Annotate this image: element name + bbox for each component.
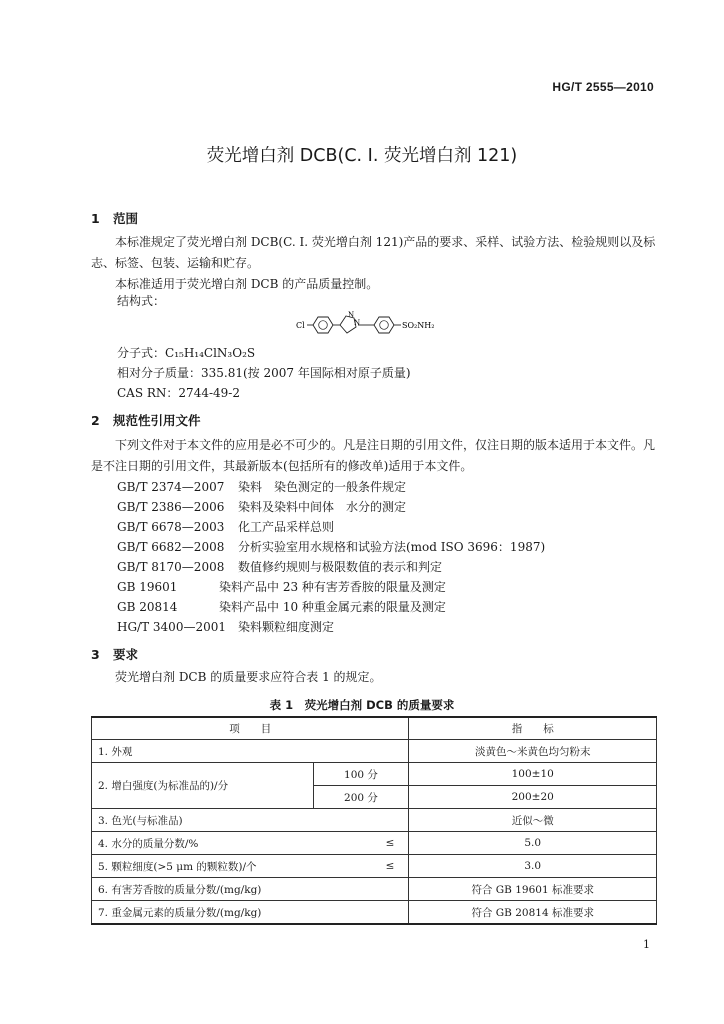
- requirements-paragraph: 荧光增白剂 DCB 的质量要求应符合表 1 的规定。: [115, 670, 382, 684]
- reference-title: 染料颗粒细度测定: [238, 620, 335, 634]
- reference-title: 分析实验室用水规格和试验方法(mod ISO 3696：1987): [238, 540, 546, 554]
- standard-code: HG/T 2555—2010: [552, 80, 654, 94]
- row-value: 5.0: [409, 832, 657, 855]
- table-row: [92, 763, 657, 786]
- row-value: 200±20: [409, 786, 657, 809]
- header-item: 项 目: [92, 717, 409, 740]
- mass-value: 335.81(按 2007 年国际相对原子质量): [201, 366, 411, 380]
- reference-code: GB/T 8170—2008: [117, 560, 225, 574]
- cas-label: CAS RN：: [117, 386, 179, 400]
- references-intro: 下列文件对于本文件的应用是必不可少的。凡是注日期的引用文件，仅注日期的版本适用于本文件。凡是不注日期的引用文件，其最新版本(包括所有的修改单)适用于本文件。: [91, 438, 656, 473]
- table-row: [92, 740, 657, 763]
- row-value: 符合 GB 20814 标准要求: [409, 901, 657, 925]
- table-header-row: [92, 717, 657, 740]
- structure-label: 结构式：: [117, 294, 166, 308]
- reference-title: 染料产品中 10 种重金属元素的限量及测定: [219, 600, 446, 614]
- scope-applicability: 本标准适用于荧光增白剂 DCB 的产品质量控制。: [115, 277, 379, 291]
- cas-number: [117, 384, 240, 401]
- reference-code: GB 20814: [117, 600, 178, 614]
- row-value: 近似～微: [409, 809, 657, 832]
- reference-item: [117, 578, 446, 595]
- molecular-formula: [117, 344, 255, 361]
- row-symbol: ≤: [313, 832, 409, 855]
- row-label: 3. 色光(与标准品): [92, 809, 409, 832]
- section-2-heading: [91, 411, 201, 429]
- table-row: [92, 878, 657, 901]
- row-label: 6. 有害芳香胺的质量分数/(mg/kg): [92, 878, 409, 901]
- row-sublabel: 200 分: [313, 786, 409, 809]
- row-label: 4. 水分的质量分数/%: [92, 832, 314, 855]
- section-3-number: 3: [91, 647, 100, 662]
- reference-code: GB/T 2386—2006: [117, 500, 225, 514]
- benzene-ring-right: [374, 317, 394, 333]
- section-1-title: 范围: [113, 211, 139, 226]
- table-row: [92, 855, 657, 878]
- table-row: [92, 809, 657, 832]
- row-label: 1. 外观: [92, 740, 409, 763]
- reference-title: 染料 染色测定的一般条件规定: [238, 480, 407, 494]
- page-number: 1: [643, 938, 650, 951]
- reference-item: [117, 558, 442, 575]
- row-value: 淡黄色～米黄色均匀粉末: [409, 740, 657, 763]
- row-value: 100±10: [409, 763, 657, 786]
- section-1-number: 1: [91, 211, 100, 226]
- section-2-title: 规范性引用文件: [113, 413, 201, 428]
- table-row: [92, 832, 657, 855]
- formula-label: 分子式：: [117, 346, 166, 360]
- row-value: 3.0: [409, 855, 657, 878]
- row-label: 7. 重金属元素的质量分数/(mg/kg): [92, 901, 409, 925]
- header-index: 指 标: [409, 717, 657, 740]
- table-caption: 表 1 荧光增白剂 DCB 的质量要求: [269, 698, 455, 712]
- reference-title: 染料及染料中间体 水分的测定: [238, 500, 407, 514]
- row-label: 2. 增白强度(为标准品的)/分: [92, 763, 314, 809]
- reference-item: [117, 618, 334, 635]
- reference-title: 化工产品采样总则: [238, 520, 335, 534]
- scope-paragraph: 本标准规定了荧光增白剂 DCB(C. I. 荧光增白剂 121)产品的要求、采样、试验方法、检验规则以及标志、标签、包装、运输和贮存。: [91, 235, 656, 270]
- structure-cl-label: Cl: [296, 321, 305, 330]
- mass-label: 相对分子质量：: [117, 366, 202, 380]
- reference-code: GB/T 6678—2003: [117, 520, 225, 534]
- benzene-ring-left: [313, 317, 333, 333]
- reference-item: [117, 598, 446, 615]
- formula-value: C₁₅H₁₄ClN₃O₂S: [165, 346, 256, 360]
- table-row: [92, 901, 657, 925]
- row-symbol: ≤: [313, 855, 409, 878]
- structure-so2nh2-label: SO₂NH₂: [402, 321, 435, 330]
- row-label: 5. 颗粒细度(>5 μm 的颗粒数)/个: [92, 855, 314, 878]
- quality-requirements-table: [91, 716, 657, 925]
- row-sublabel: 100 分: [313, 763, 409, 786]
- section-2-number: 2: [91, 413, 100, 428]
- reference-item: [117, 518, 334, 535]
- row-value: 符合 GB 19601 标准要求: [409, 878, 657, 901]
- reference-title: 染料产品中 23 种有害芳香胺的限量及测定: [219, 580, 446, 594]
- section-3-heading: [91, 645, 138, 663]
- section-1-heading: [91, 209, 138, 227]
- reference-title: 数值修约规则与极限数值的表示和判定: [238, 560, 443, 574]
- page-title: 荧光增白剂 DCB(C. I. 荧光增白剂 121): [206, 146, 518, 166]
- molecular-mass: [117, 364, 411, 381]
- structural-formula: [296, 311, 466, 337]
- reference-code: GB 19601: [117, 580, 178, 594]
- structure-n2: N: [354, 319, 361, 327]
- structure-n1: N: [348, 311, 355, 319]
- cas-value: 2744-49-2: [178, 386, 240, 400]
- reference-item: [117, 538, 545, 555]
- reference-item: [117, 478, 406, 495]
- reference-code: GB/T 2374—2007: [117, 480, 225, 494]
- reference-code: HG/T 3400—2001: [117, 620, 226, 634]
- reference-code: GB/T 6682—2008: [117, 540, 225, 554]
- section-3-title: 要求: [113, 647, 139, 662]
- reference-item: [117, 498, 406, 515]
